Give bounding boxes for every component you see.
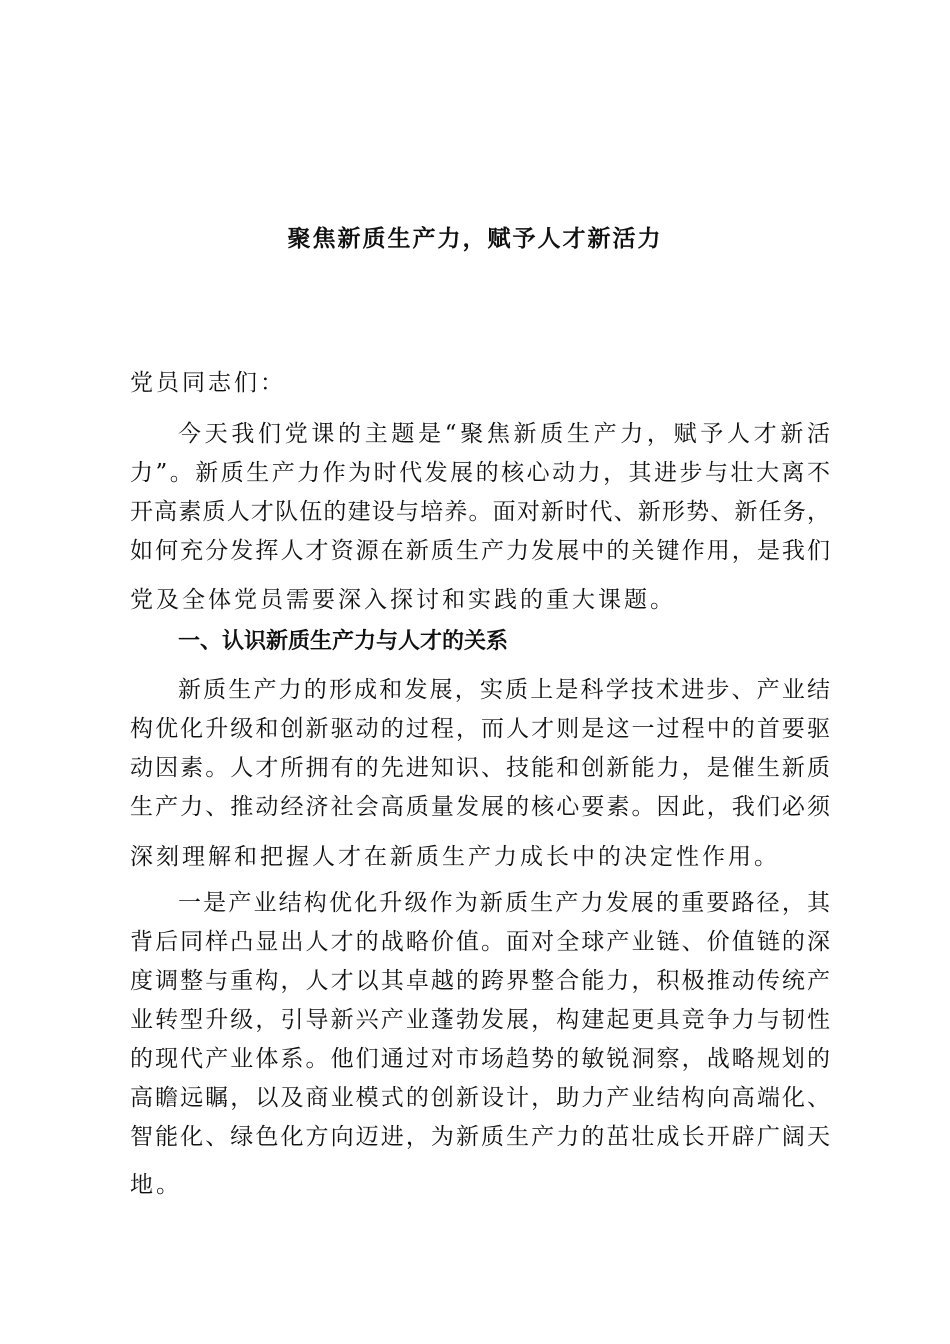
text-line: 构优化升级和创新驱动的过程，而人才则是这一过程中的首要驱 (130, 716, 830, 742)
text-line: 党及全体党员需要深入探讨和实践的重大课题。 (130, 587, 676, 613)
text-line: 一是产业结构优化升级作为新质生产力发展的重要路径，其 (178, 890, 830, 916)
text-line: 生产力、推动经济社会高质量发展的核心要素。因此，我们必须 (130, 794, 830, 820)
text-line: 如何充分发挥人才资源在新质生产力发展中的关键作用，是我们 (130, 538, 830, 564)
section-heading: 一、认识新质生产力与人才的关系 (178, 629, 509, 654)
text-line: 开高素质人才队伍的建设与培养。面对新时代、新形势、新任务， (130, 499, 830, 525)
salutation: 党员同志们： (130, 370, 286, 396)
text-line: 度调整与重构，人才以其卓越的跨界整合能力，积极推动传统产 (130, 968, 830, 994)
text-line: 力”。新质生产力作为时代发展的核心动力，其进步与壮大离不 (130, 460, 830, 486)
document-title: 聚焦新质生产力，赋予人才新活力 (287, 225, 663, 252)
text-line: 智能化、绿色化方向迈进，为新质生产力的茁壮成长开辟广阔天 (130, 1124, 830, 1150)
text-line: 深刻理解和把握人才在新质生产力成长中的决定性作用。 (130, 844, 780, 870)
text-line: 新质生产力的形成和发展，实质上是科学技术进步、产业结 (178, 677, 830, 703)
text-line: 背后同样凸显出人才的战略价值。面对全球产业链、价值链的深 (130, 929, 830, 955)
text-line: 业转型升级，引导新兴产业蓬勃发展，构建起更具竞争力与韧性 (130, 1007, 830, 1033)
text-line: 今天我们党课的主题是“聚焦新质生产力，赋予人才新活 (178, 421, 830, 447)
text-line: 的现代产业体系。他们通过对市场趋势的敏锐洞察，战略规划的 (130, 1046, 830, 1072)
text-line: 高瞻远瞩，以及商业模式的创新设计，助力产业结构向高端化、 (130, 1085, 830, 1111)
text-line: 地。 (130, 1172, 182, 1198)
text-line: 动因素。人才所拥有的先进知识、技能和创新能力，是催生新质 (130, 755, 830, 781)
